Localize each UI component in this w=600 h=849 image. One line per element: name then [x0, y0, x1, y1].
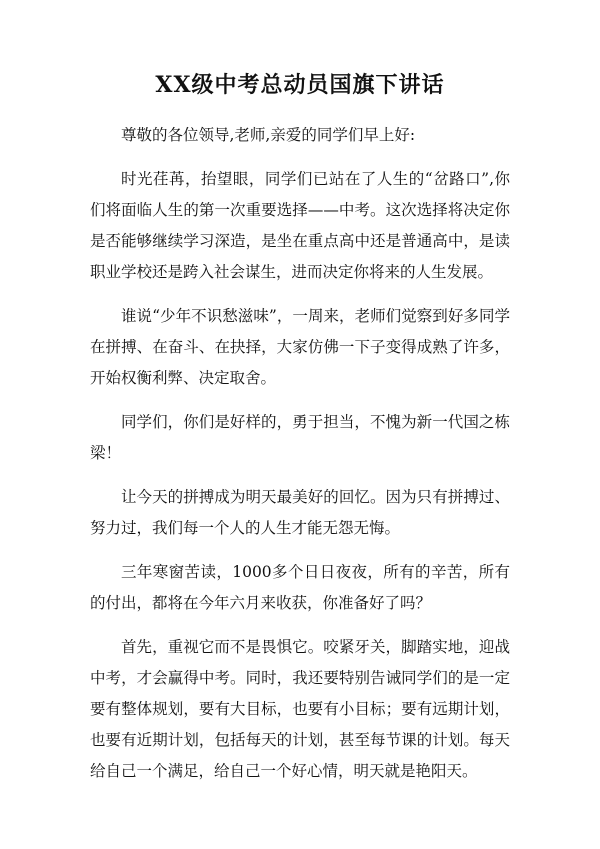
speech-paragraph: 让今天的拼搏成为明天最美好的回忆。因为只有拼搏过、努力过，我们每一个人的人生才能无怨无悔。 — [90, 488, 510, 537]
speech-title: XX级中考总动员国旗下讲话 — [155, 72, 445, 98]
speech-greeting: 尊敬的各位领导,老师,亲爱的同学们早上好: — [121, 126, 416, 144]
speech-paragraph: 首先，重视它而不是畏惧它。咬紧牙关，脚踏实地，迎战中考，才会赢得中考。同时，我还要特别告诫同学们的是一定要有整体规划，要有大目标，也要有小目标；要有远期计划，也要有近期计划，包括每天的计划，甚至每节课的计划。每天给自己一个满足，给自己一个好心情，明天就是艳阳天。 — [90, 638, 510, 780]
speech-paragraph: 三年寒窗苦读，1000多个日日夜夜，所有的辛苦，所有的付出，都将在今年六月来收获，你准备好了吗？ — [90, 563, 510, 612]
speech-paragraph: 同学们，你们是好样的，勇于担当，不愧为新一代国之栋梁！ — [90, 413, 510, 462]
speech-paragraph: 时光荏苒，抬望眼，同学们已站在了人生的“岔路口”,你们将面临人生的第一次重要选择——中考。这次选择将决定你是否能够继续学习深造，是坐在重点高中还是普通高中，是读职业学校还是跨入社会谋生，进而决定你将来的人生发展。 — [90, 170, 510, 281]
speech-paragraph: 谁说“少年不识愁滋味”，一周来，老师们觉察到好多同学在拼搏、在奋斗、在抉择，大家仿佛一下子变得成熟了许多，开始权衡利弊、决定取舍。 — [90, 307, 510, 387]
